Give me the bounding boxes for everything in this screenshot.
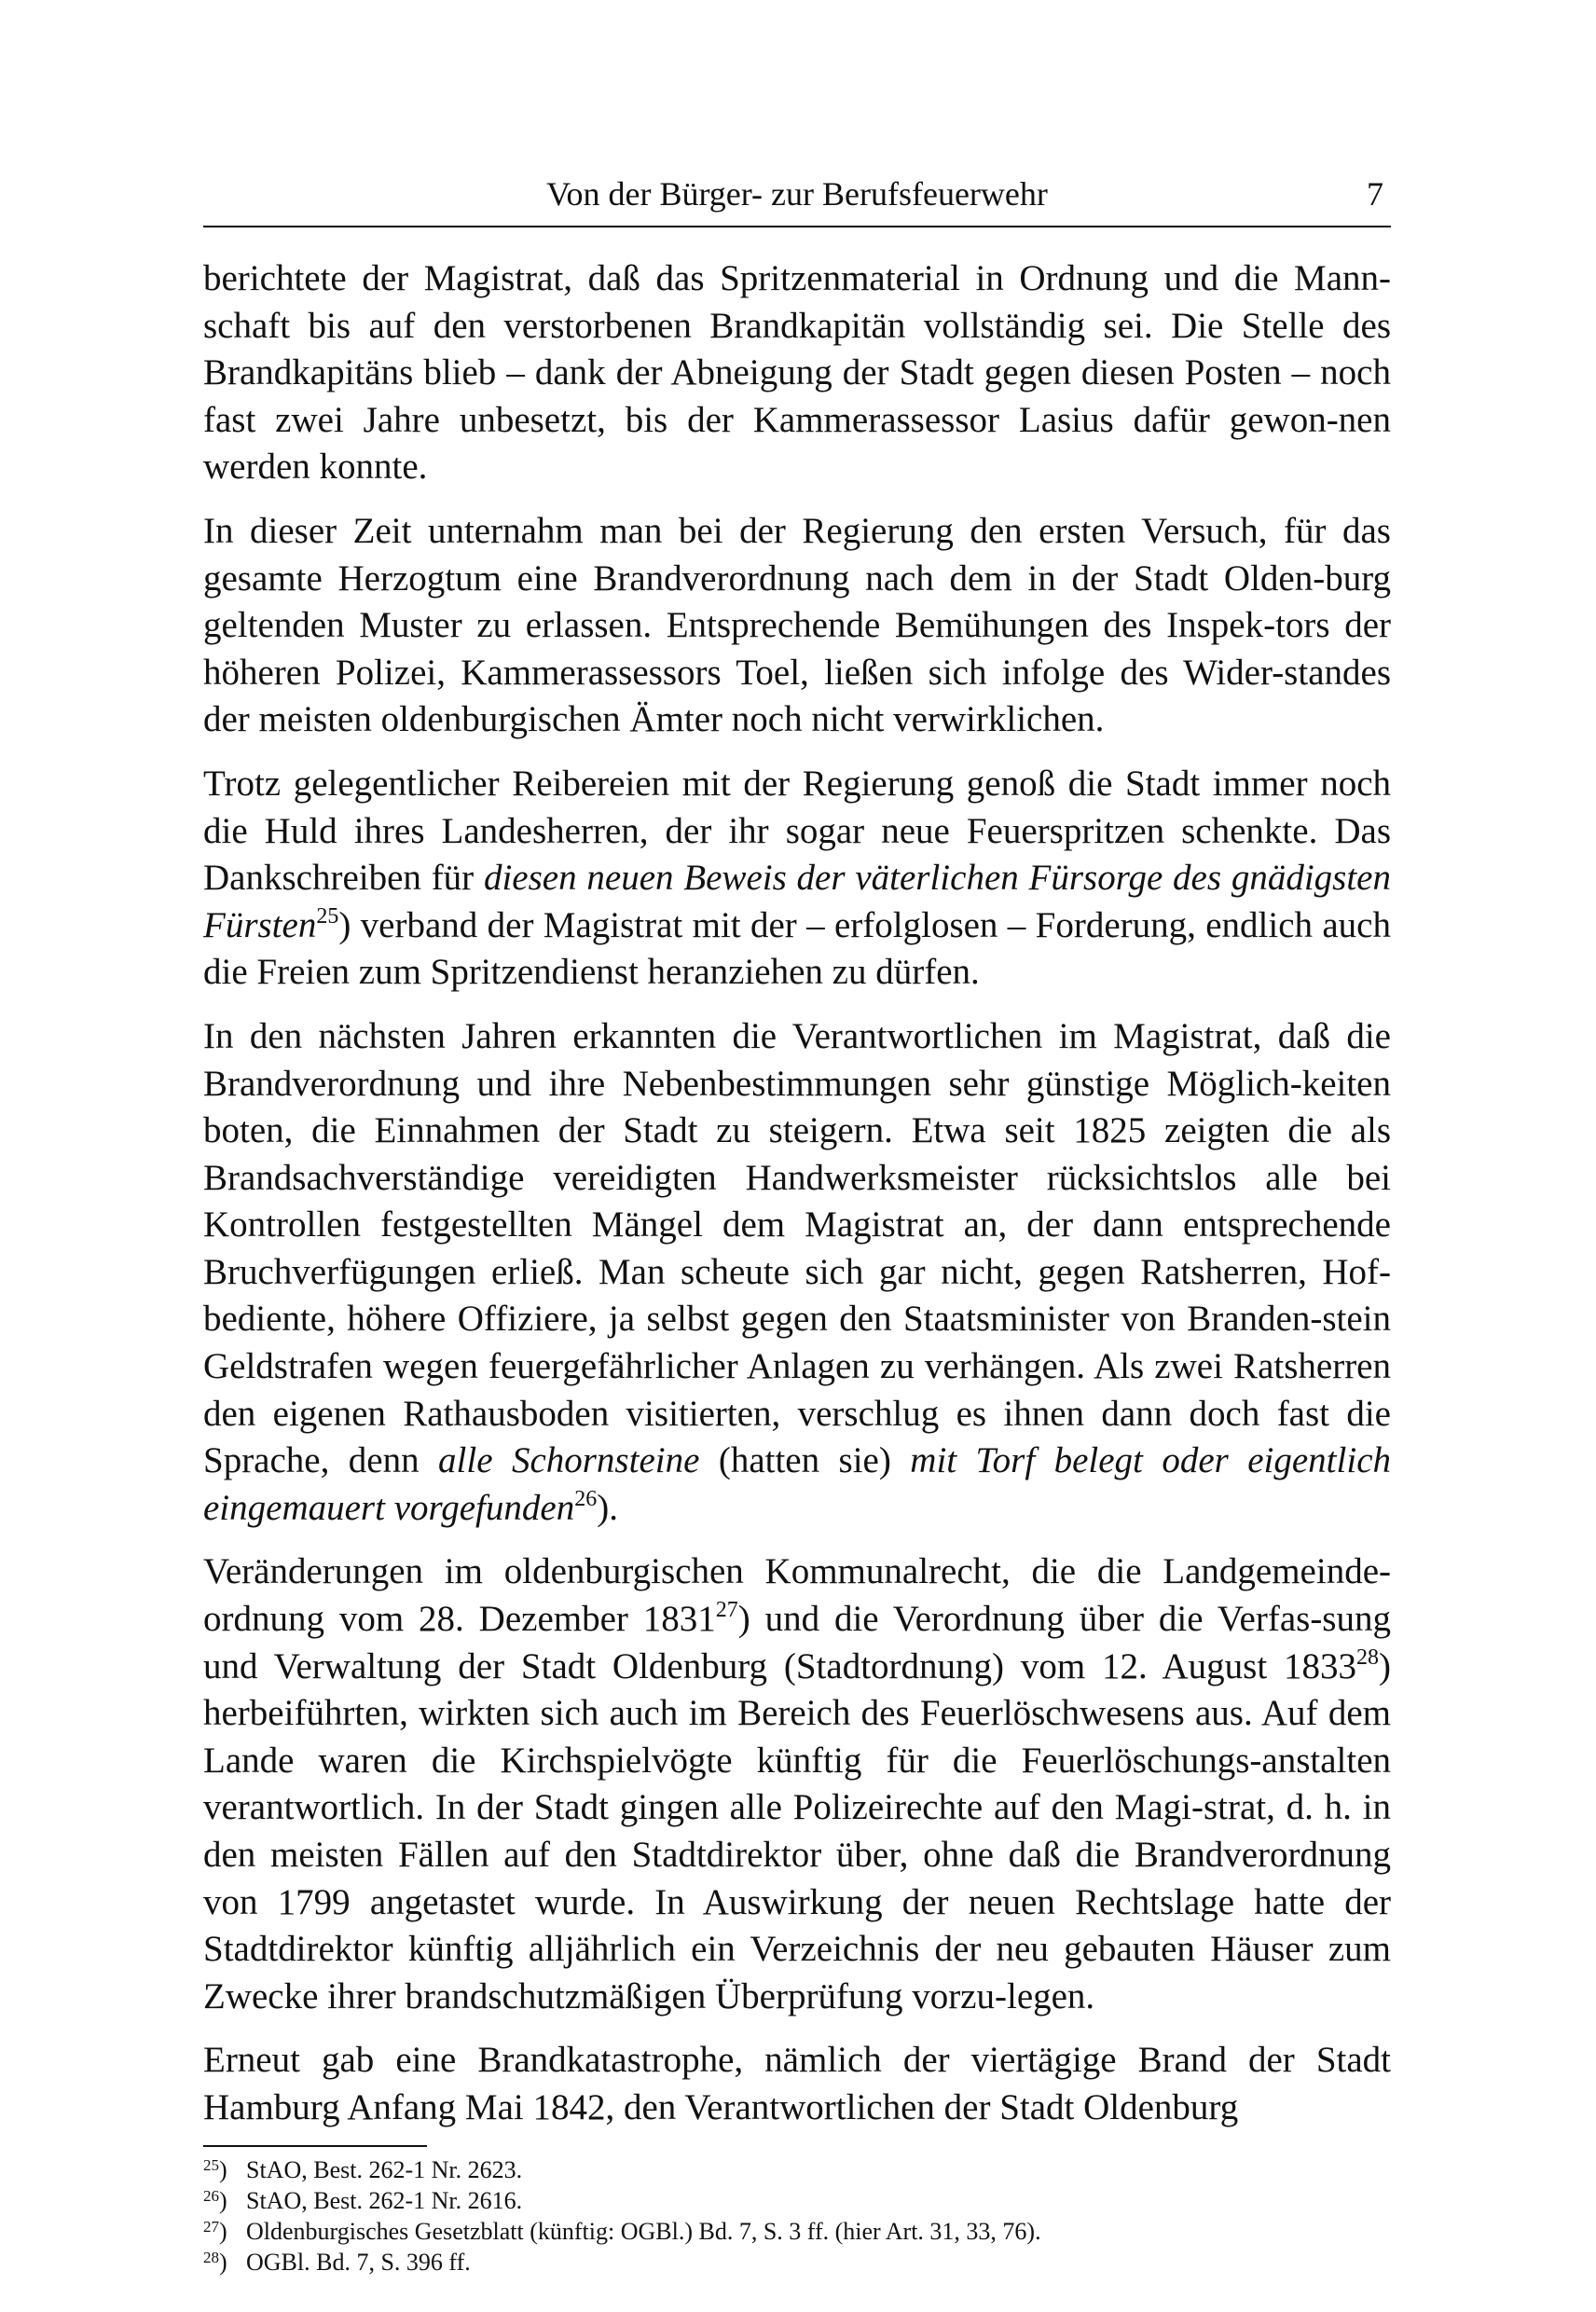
paragraph-2: In dieser Zeit unternahm man bei der Regierung den ersten Versuch, für das gesamte Herzogtum eine Brandverordnung nach dem in der Stadt Olden-burg geltenden Muster zu erlassen. Entsprechende Bemühungen des Inspek-tors der höheren Polizei, Kammerassessors Toel, ließen sich infolge des Wider-standes der meisten oldenburgischen Ämter noch nicht verwirklichen.	[203, 510, 1391, 740]
book-page	[203, 168, 1391, 2278]
paragraph-5-text-a: Veränderungen im oldenburgischen Kommunalrecht, die die Landgemeinde-ordnung vom 28. Dezember 1831	[203, 1551, 1391, 1640]
header-rule	[203, 226, 1391, 227]
paragraph-5	[203, 1548, 1391, 2020]
footnote-text: StAO, Best. 262-1 Nr. 2623.	[246, 2155, 523, 2183]
running-header	[203, 168, 1391, 220]
footnote-mark: $^{26}$)	[203, 2186, 227, 2214]
page-number: 7	[1367, 175, 1383, 213]
footnote	[203, 2154, 1391, 2185]
footnote	[203, 2247, 1391, 2278]
paragraph-4-text-mid: (hatten sie)	[699, 1440, 911, 1481]
footnote-text: Oldenburgisches Gesetzblatt (künftig: OGBl.) Bd. 7, S. 3 ff. (hier Art. 31, 33, 76).	[246, 2217, 1041, 2245]
paragraph-4-text-b: ).	[597, 1487, 618, 1528]
footnote-ref-26: 26	[574, 1486, 598, 1511]
paragraph-3-text-b: ) verband der Magistrat mit der – erfolglosen – Forderung, endlich auch die Freien zum Spritzendienst heranziehen zu dürfen.	[203, 904, 1391, 993]
paragraph-4	[203, 1013, 1391, 1533]
footnote-mark: $^{27}$)	[203, 2217, 227, 2245]
paragraph-4-text-a: In den nächsten Jahren erkannten die Verantwortlichen im Magistrat, daß die Brandverordnung und ihre Nebenbestimmungen sehr günstige Möglich-keiten boten, die Einnahmen der Stadt zu steigern. Etwa seit 1825 zeigten die als Brandsachverständige vereidigten Handwerksmeister rücksichtslos alle bei Kontrollen festgestellten Mängel dem Magistrat an, der dann entsprechende Bruchverfügungen erließ. Man scheute sich gar nicht, gegen Ratsherren, Hof-bediente, höhere Offiziere, ja selbst gegen den Staatsminister von Branden-stein Geldstrafen wegen feuergefährlicher Anlagen zu verhängen. Als zwei Ratsherren den eigenen Rathausboden visitierten, verschlug es ihnen dann doch fast die Sprache, denn	[203, 1015, 1391, 1481]
footnote	[203, 2185, 1391, 2216]
paragraph-5-text-b: ) und die Verordnung über die Verfas-sung und Verwaltung der Stadt Oldenburg (Stadtordnung) vom 12. August 1833	[203, 1599, 1391, 1686]
footnote-ref-27: 27	[715, 1598, 738, 1623]
footnote-ref-28: 28	[1356, 1645, 1379, 1670]
footnote-text: OGBl. Bd. 7, S. 396 ff.	[246, 2248, 471, 2276]
footnote-ref-25: 25	[316, 903, 339, 929]
paragraph-3-quote: diesen neuen Beweis der väterlichen Fürsorge des gnädigsten Fürsten	[203, 858, 1391, 945]
paragraph-6: Erneut gab eine Brandkatastrophe, nämlich der viertägige Brand der Stadt Hamburg Anfang Mai 1842, den Verantwortlichen der Stadt Oldenburg	[203, 2040, 1391, 2127]
paragraph-1: berichtete der Magistrat, daß das Spritzenmaterial in Ordnung und die Mann-schaft bis auf den verstorbenen Brandkapitän vollständig sei. Die Stelle des Brandkapitäns blieb – dank der Abneigung der Stadt gegen diesen Posten – noch fast zwei Jahre unbesetzt, bis der Kammerassessor Lasius dafür gewon-nen werden konnte.	[203, 258, 1391, 488]
footnote	[203, 2216, 1391, 2247]
paragraph-4-quote-2: mit Torf belegt oder eigentlich eingemauert vorgefunden	[203, 1440, 1392, 1528]
footnote-mark: $^{28}$)	[203, 2248, 227, 2276]
running-title: Von der Bürger- zur Berufsfeuerwehr	[546, 175, 1048, 213]
footnote-text: StAO, Best. 262-1 Nr. 2616.	[246, 2186, 523, 2214]
footnote-mark: $^{25}$)	[203, 2155, 227, 2183]
paragraph-3	[203, 761, 1391, 997]
paragraph-5-text-c: ) herbeiführten, wirkten sich auch im Bereich des Feuerlöschwesens aus. Auf dem Lande waren die Kirchspielvögte künftig für die Feuerlöschungs-anstalten verantwortlich. In der Stadt gingen alle Polizeirechte auf den Magi-strat, d. h. in den meisten Fällen auf den Stadtdirektor über, ohne daß die Brandverordnung von 1799 angetastet wurde. In Auswirkung der neuen Rechtslage hatte der Stadtdirektor künftig alljährlich ein Verzeichnis der neu gebauten Häuser zum Zwecke ihrer brandschutzmäßigen Überprüfung vorzu-legen.	[203, 1645, 1391, 2016]
footnotes	[203, 2154, 1391, 2278]
paragraph-4-quote-1: alle Schornsteine	[438, 1440, 700, 1481]
footnote-rule	[203, 2145, 427, 2147]
paragraph-3-text-a: Trotz gelegentlicher Reibereien mit der Regierung genoß die Stadt immer noch die Huld ihres Landesherren, der ihr sogar neue Feuerspritzen schenkte. Das Dankschreiben für	[203, 763, 1391, 899]
body-text	[203, 255, 1391, 2132]
